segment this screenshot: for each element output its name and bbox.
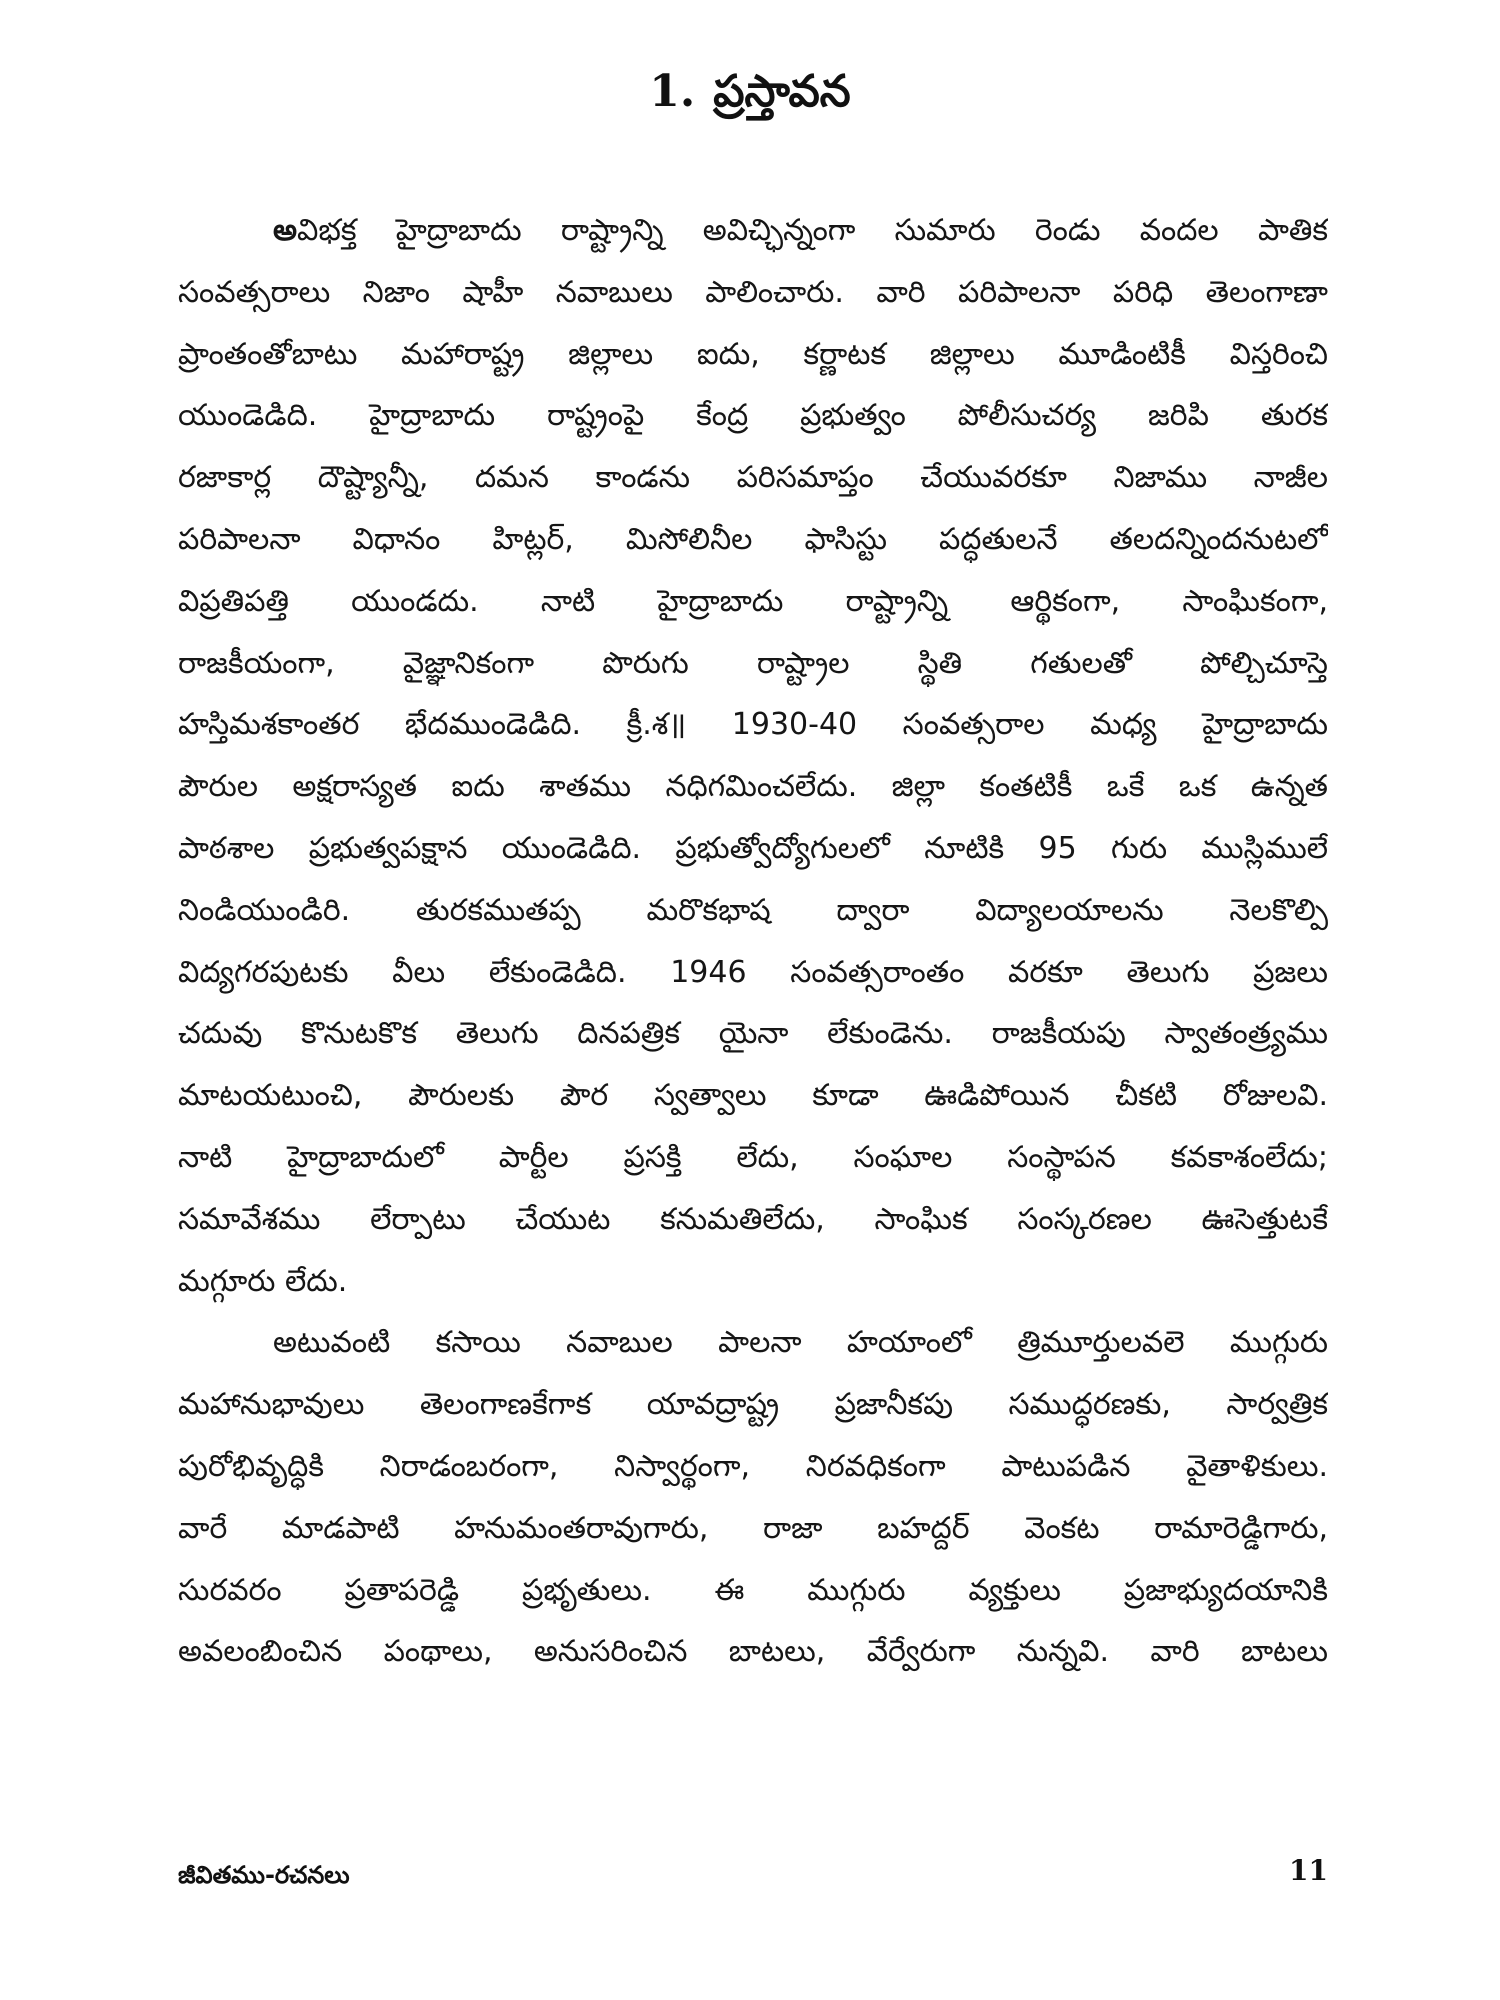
- paragraph-1-line-18: మగ్గూరు లేదు.: [178, 1263, 348, 1299]
- paragraph-1-line-4: యుండెడిది. హైద్రాబాదు రాష్ట్రంపై కేంద్ర ప్రభుత్వం పోలీసుచర్య జరిపి తురక: [178, 398, 1328, 434]
- paragraph-1-line-8: రాజకీయంగా, వైజ్ఞానికంగా పొరుగు రాష్ట్రాల స్థితి గతులతో పోల్చిచూస్తె: [178, 645, 1328, 681]
- paragraph-1-line-14: చదువు కొనుటకొక తెలుగు దినపత్రిక యైనా లేకుండెను. రాజకీయపు స్వాతంత్ర్యము: [178, 1016, 1328, 1052]
- paragraph-1-line-10: పౌరుల అక్షరాస్యత ఐదు శాతము నధిగమించలేదు. జిల్లా కంతటికీ ఒకే ఒక ఉన్నత: [178, 769, 1328, 805]
- paragraph-2-line-2: మహానుభావులు తెలంగాణకేగాక యావద్రాష్ట్ర ప్రజానీకపు సముద్ధరణకు, సార్వత్రిక: [178, 1387, 1328, 1423]
- paragraph-1-line-2: సంవత్సరాలు నిజాం షాహీ నవాబులు పాలించారు. వారి పరిపాలనా పరిధి తెలంగాణా: [178, 274, 1328, 310]
- chapter-title: ప్రస్తావన: [713, 66, 851, 117]
- paragraph-1-line-7: విప్రతిపత్తి యుండదు. నాటి హైద్రాబాదు రాష్ట్రాన్ని ఆర్థికంగా, సాంఘికంగా,: [178, 583, 1328, 619]
- paragraph-2-line-1: అటువంటి కసాయి నవాబుల పాలనా హయాంలో త్రిమూర్తులవలె ముగ్గురు: [273, 1325, 1328, 1361]
- paragraph-1-line-9: హస్తిమశకాంతర భేదముండెడిది. క్రీ.శ॥ 1930-40 సంవత్సరాల మధ్య హైద్రాబాదు: [178, 707, 1328, 743]
- paragraph-2-line-6: అవలంబించిన పంథాలు, అనుసరించిన బాటలు, వేర్వేరుగా నున్నవి. వారి బాటలు: [178, 1634, 1328, 1670]
- page-number: 11: [1289, 1854, 1328, 1887]
- chapter-heading: [0, 62, 1500, 122]
- paragraph-1-line-1: అవిభక్త హైద్రాబాదు రాష్ట్రాన్ని అవిచ్ఛిన్నంగా సుమారు రెండు వందల పాతిక: [273, 213, 1328, 248]
- running-footer-book-title: జీవితము-రచనలు: [178, 1861, 350, 1889]
- paragraph-2-line-3: పురోభివృద్ధికి నిరాడంబరంగా, నిస్వార్థంగా, నిరవధికంగా పాటుపడిన వైతాళికులు.: [178, 1448, 1328, 1484]
- body-text: [178, 200, 1328, 1683]
- paragraph-2-line-4: వారే మాడపాటి హనుమంతరావుగారు, రాజా బహద్దర్ వెంకట రామారెడ్డిగారు,: [178, 1510, 1328, 1546]
- paragraph-1-line-5: రజాకార్ల దౌష్ట్యాన్నీ, దమన కాండను పరిసమాప్తం చేయువరకూ నిజాము నాజీల: [178, 460, 1328, 496]
- paragraph-2-line-5: సురవరం ప్రతాపరెడ్డి ప్రభృతులు. ఈ ముగ్గురు వ్యక్తులు ప్రజాభ్యుదయానికి: [178, 1572, 1328, 1608]
- paragraph-1-line-17: సమావేశము లేర్పాటు చేయుట కనుమతిలేదు, సాంఘిక సంస్కరణల ఊసెత్తుటకే: [178, 1201, 1328, 1237]
- paragraph-1-line-6: పరిపాలనా విధానం హిట్లర్, మిసోలినీల ఫాసిస్టు పద్ధతులనే తలదన్నిందనుటలో: [178, 521, 1328, 557]
- paragraph-1-line-3: ప్రాంతంతోబాటు మహారాష్ట్ర జిల్లాలు ఐదు, కర్ణాటక జిల్లాలు మూడింటికీ విస్తరించి: [178, 336, 1328, 372]
- paragraph-1-line-11: పాఠశాల ప్రభుత్వపక్షాన యుండెడిది. ప్రభుత్వోద్యోగులలో నూటికి 95 గురు ముస్లిములే: [178, 830, 1328, 866]
- paragraph-1-line-15: మాటయటుంచి, పౌరులకు పౌర స్వత్వాలు కూడా ఊడిపోయిన చీకటి రోజులవి.: [178, 1078, 1328, 1114]
- paragraph-1-line-16: నాటి హైద్రాబాదులో పార్టీల ప్రసక్తి లేదు, సంఘాల సంస్థాపన కవకాశంలేదు;: [178, 1139, 1328, 1175]
- paragraph-1-line-13: విద్యగరపుటకు వీలు లేకుండెడిది. 1946 సంవత్సరాంతం వరకూ తెలుగు ప్రజలు: [178, 954, 1328, 990]
- paragraph-1-line-12: నిండియుండిరి. తురకముతప్ప మరొకభాష ద్వారా విద్యాలయాలను నెలకొల్పి: [178, 892, 1328, 928]
- drop-lead-letter: అ: [273, 213, 297, 248]
- chapter-number: 1.: [649, 66, 696, 117]
